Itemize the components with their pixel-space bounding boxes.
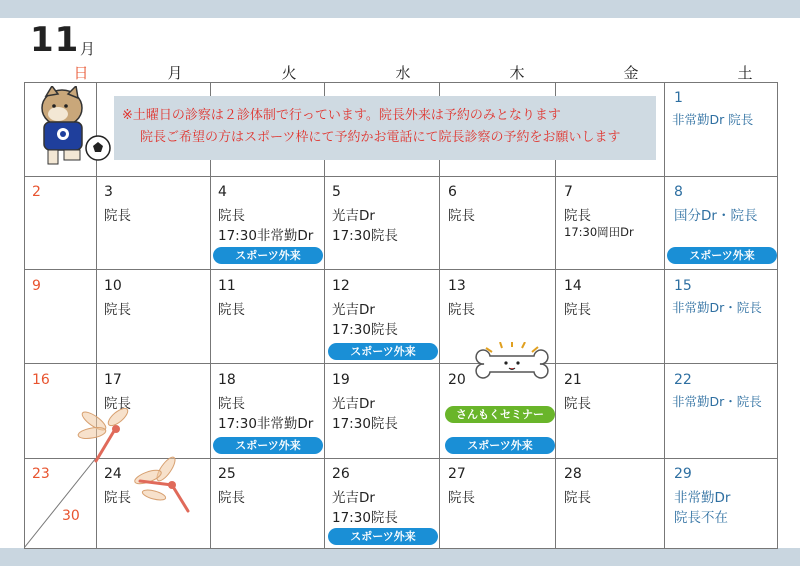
weekday-thu: 木 [509,64,525,82]
day-26: 26 [332,466,350,482]
bottom-band [0,548,800,566]
day-3: 3 [104,184,113,200]
day-9: 9 [32,278,41,294]
day-29: 29 [674,466,692,482]
entry-17: 院長 [104,396,131,412]
entry-4b: 17:30非常勤Dr [218,228,314,244]
sports-badge: スポーツ外来 [213,437,323,454]
entry-25: 院長 [218,490,245,506]
entry-8: 国分Dr・院長 [674,208,758,224]
notice-box [114,96,656,160]
entry-5b: 17:30院長 [332,228,398,244]
entry-3: 院長 [104,208,131,224]
entry-6: 院長 [448,208,475,224]
sports-badge: スポーツ外来 [328,528,438,545]
entry-11: 院長 [218,302,245,318]
day-13: 13 [448,278,466,294]
sports-badge: スポーツ外来 [667,247,777,264]
day-5: 5 [332,184,341,200]
entry-12a: 光吉Dr [332,302,375,318]
sports-badge: スポーツ外来 [213,247,323,264]
seminar-badge: さんもくセミナー [445,406,555,423]
day-11: 11 [218,278,236,294]
entry-18a: 院長 [218,396,245,412]
day-2: 2 [32,184,41,200]
entry-26b: 17:30院長 [332,510,398,526]
day-23: 23 [32,466,50,482]
entry-27: 院長 [448,490,475,506]
day-14: 14 [564,278,582,294]
day-30: 30 [62,508,80,524]
entry-26a: 光吉Dr [332,490,375,506]
mascot-dog-soccer-icon [36,86,112,170]
entry-7b: 17:30岡田Dr [564,225,634,239]
day-17: 17 [104,372,122,388]
day-6: 6 [448,184,457,200]
day-20: 20 [448,372,466,388]
day-15: 15 [674,278,692,294]
day-22: 22 [674,372,692,388]
dragonfly-icon [126,455,190,515]
sports-badge: スポーツ外来 [328,343,438,360]
entry-29b: 院長不在 [674,510,728,526]
day-12: 12 [332,278,350,294]
top-band [0,0,800,18]
month-unit: 月 [80,40,96,58]
notice-line-1: ※土曜日の診察は２診体制で行っています。院長外来は予約のみとなります [122,108,561,123]
day-8: 8 [674,184,683,200]
bone-character-icon [472,342,552,392]
entry-19b: 17:30院長 [332,416,398,432]
entry-18b: 17:30非常勤Dr [218,416,314,432]
notice-line-2: 院長ご希望の方はスポーツ枠にて予約かお電話にて院長診察の予約をお願いします [140,130,621,145]
day-1: 1 [674,90,683,106]
entry-22: 非常勤Dr・院長 [672,394,762,409]
entry-4a: 院長 [218,208,245,224]
day-25: 25 [218,466,236,482]
sports-badge: スポーツ外来 [445,437,555,454]
entry-13: 院長 [448,302,475,318]
day-4: 4 [218,184,227,200]
weekday-sat: 土 [737,64,753,82]
day-7: 7 [564,184,573,200]
entry-24: 院長 [104,490,131,506]
entry-10: 院長 [104,302,131,318]
entry-29a: 非常勤Dr [674,490,731,506]
entry-19a: 光吉Dr [332,396,375,412]
weekday-fri: 金 [623,64,639,82]
entry-15: 非常勤Dr・院長 [672,300,762,315]
day-21: 21 [564,372,582,388]
day-10: 10 [104,278,122,294]
month-number: 11 [30,20,80,60]
day-28: 28 [564,466,582,482]
entry-28: 院長 [564,490,591,506]
entry-21: 院長 [564,396,591,412]
day-19: 19 [332,372,350,388]
day-18: 18 [218,372,236,388]
day-16: 16 [32,372,50,388]
weekday-wed: 水 [395,64,411,82]
entry-12b: 17:30院長 [332,322,398,338]
entry-1: 非常勤Dr 院長 [672,112,754,127]
entry-14: 院長 [564,302,591,318]
day-27: 27 [448,466,466,482]
entry-5a: 光吉Dr [332,208,375,224]
day-24: 24 [104,466,122,482]
weekday-tue: 火 [281,64,297,82]
weekday-sun: 日 [73,64,89,82]
entry-7a: 院長 [564,208,591,224]
weekday-mon: 月 [167,64,183,82]
